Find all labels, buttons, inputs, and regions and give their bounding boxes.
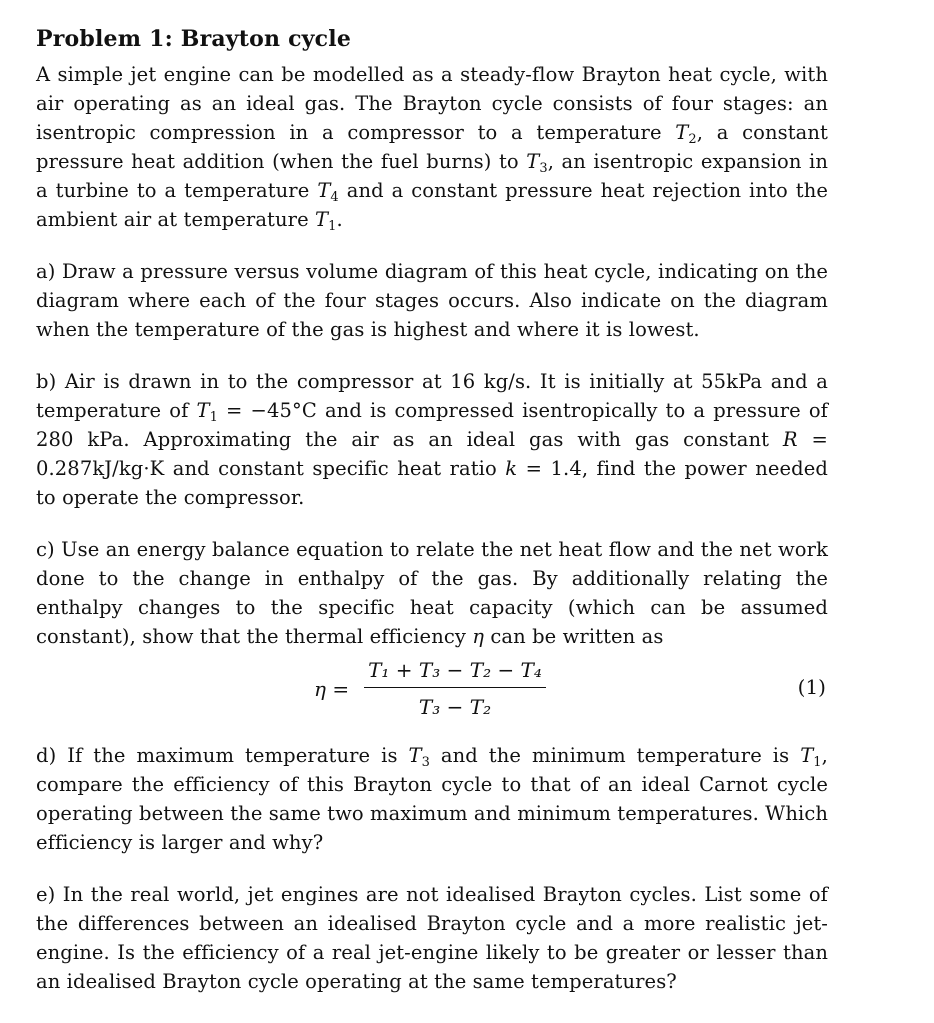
var-t3-subscript: 3 <box>539 161 548 176</box>
var-eta: η <box>472 625 485 648</box>
part-c-paragraph <box>36 535 828 651</box>
var-t3: T <box>526 150 540 173</box>
equation-number: (1) <box>797 675 826 699</box>
var-t1: T <box>196 399 210 422</box>
equation-denominator-text: T₃ − T₂ <box>418 695 492 719</box>
part-b-text-d: = 1.4, find the power needed to operate the compressor. <box>36 457 828 509</box>
part-a-paragraph: a) Draw a pressure versus volume diagram of this heat cycle, indicating on the diagram where each of the four stages occurs. Also indicate on the diagram when the temperature of the gas is highest and where it is lowest. <box>36 260 828 341</box>
equation-fraction <box>364 655 546 722</box>
paragraph-gap <box>36 857 828 880</box>
var-t1: T <box>315 208 329 231</box>
efficiency-equation <box>36 655 828 731</box>
var-r: R <box>782 428 798 451</box>
var-t3: T <box>408 744 422 767</box>
intro-paragraph <box>36 60 828 234</box>
part-c-text-a: c) Use an energy balance equation to relate the net heat flow and the net work done to the change in enthalpy of the gas. By additionally relating the enthalpy changes to the specific heat capacity (which can be assumed constant), show that the thermal efficiency <box>36 538 828 648</box>
part-c-text-b: can be written as <box>484 625 664 648</box>
var-t1-subscript: 1 <box>813 755 822 770</box>
var-t4-subscript: 4 <box>330 190 339 205</box>
intro-text-e: . <box>336 208 343 231</box>
paragraph-gap <box>36 234 828 257</box>
paragraph-gap <box>36 344 828 367</box>
intro-text-b: , a constant pressure heat addition (when the fuel burns) to <box>36 121 828 173</box>
var-t1-subscript: 1 <box>328 219 337 234</box>
var-t4: T <box>317 179 331 202</box>
part-d-paragraph <box>36 741 828 857</box>
equation-lhs: η = <box>314 677 350 701</box>
part-d-text-c: , compare the efficiency of this Brayton cycle to that of an ideal Carnot cycle operating between the same two maximum and minimum temperatures. Which efficiency is larger and why? <box>36 744 828 854</box>
problem-title: Problem 1: Brayton cycle <box>36 26 352 52</box>
var-k: k <box>505 457 518 480</box>
part-b-text-b: = −45°C and is compressed isentropically to a pressure of 280 kPa. Approximating the air as an ideal gas with gas constant <box>36 399 829 451</box>
part-d-text-a: d) If the maximum temperature is <box>36 744 409 767</box>
part-e-paragraph: e) In the real world, jet engines are not idealised Brayton cycles. List some of the differences between an idealised Brayton cycle and a more realistic jet-engine. Is the efficiency of a real jet-engine likely to be greater or lesser than an idealised Brayton cycle operating at the same temperatures? <box>36 883 828 993</box>
intro-text-d: and a constant pressure heat rejection into the ambient air at temperature <box>36 179 828 231</box>
part-d-text-b: and the minimum temperature is <box>429 744 801 767</box>
var-t2-subscript: 2 <box>688 132 697 147</box>
problem-page <box>36 22 828 996</box>
var-t1-subscript: 1 <box>209 410 218 425</box>
part-b-text-a: b) Air is drawn in to the compressor at 16 kg/s. It is initially at 55kPa and a temperature of <box>36 370 828 422</box>
var-t3-subscript: 3 <box>421 755 430 770</box>
fraction-bar <box>364 687 546 688</box>
var-t2: T <box>675 121 689 144</box>
paragraph-gap <box>36 512 828 535</box>
part-b-text-c: = 0.287kJ/kg·K and constant specific heat ratio <box>36 428 828 480</box>
equation-denominator <box>364 692 546 722</box>
var-t1: T <box>800 744 814 767</box>
part-b-paragraph <box>36 367 828 512</box>
equation-numerator-text: T₁ + T₃ − T₂ − T₄ <box>368 658 542 682</box>
intro-text-c: , an isentropic expansion in a turbine to a temperature <box>36 150 828 202</box>
equation-numerator <box>364 655 546 685</box>
intro-text-a: A simple jet engine can be modelled as a steady-flow Brayton heat cycle, with air operating as an ideal gas. The Brayton cycle consists of four stages: an isentropic compression in a compressor to a temperature <box>36 63 828 144</box>
